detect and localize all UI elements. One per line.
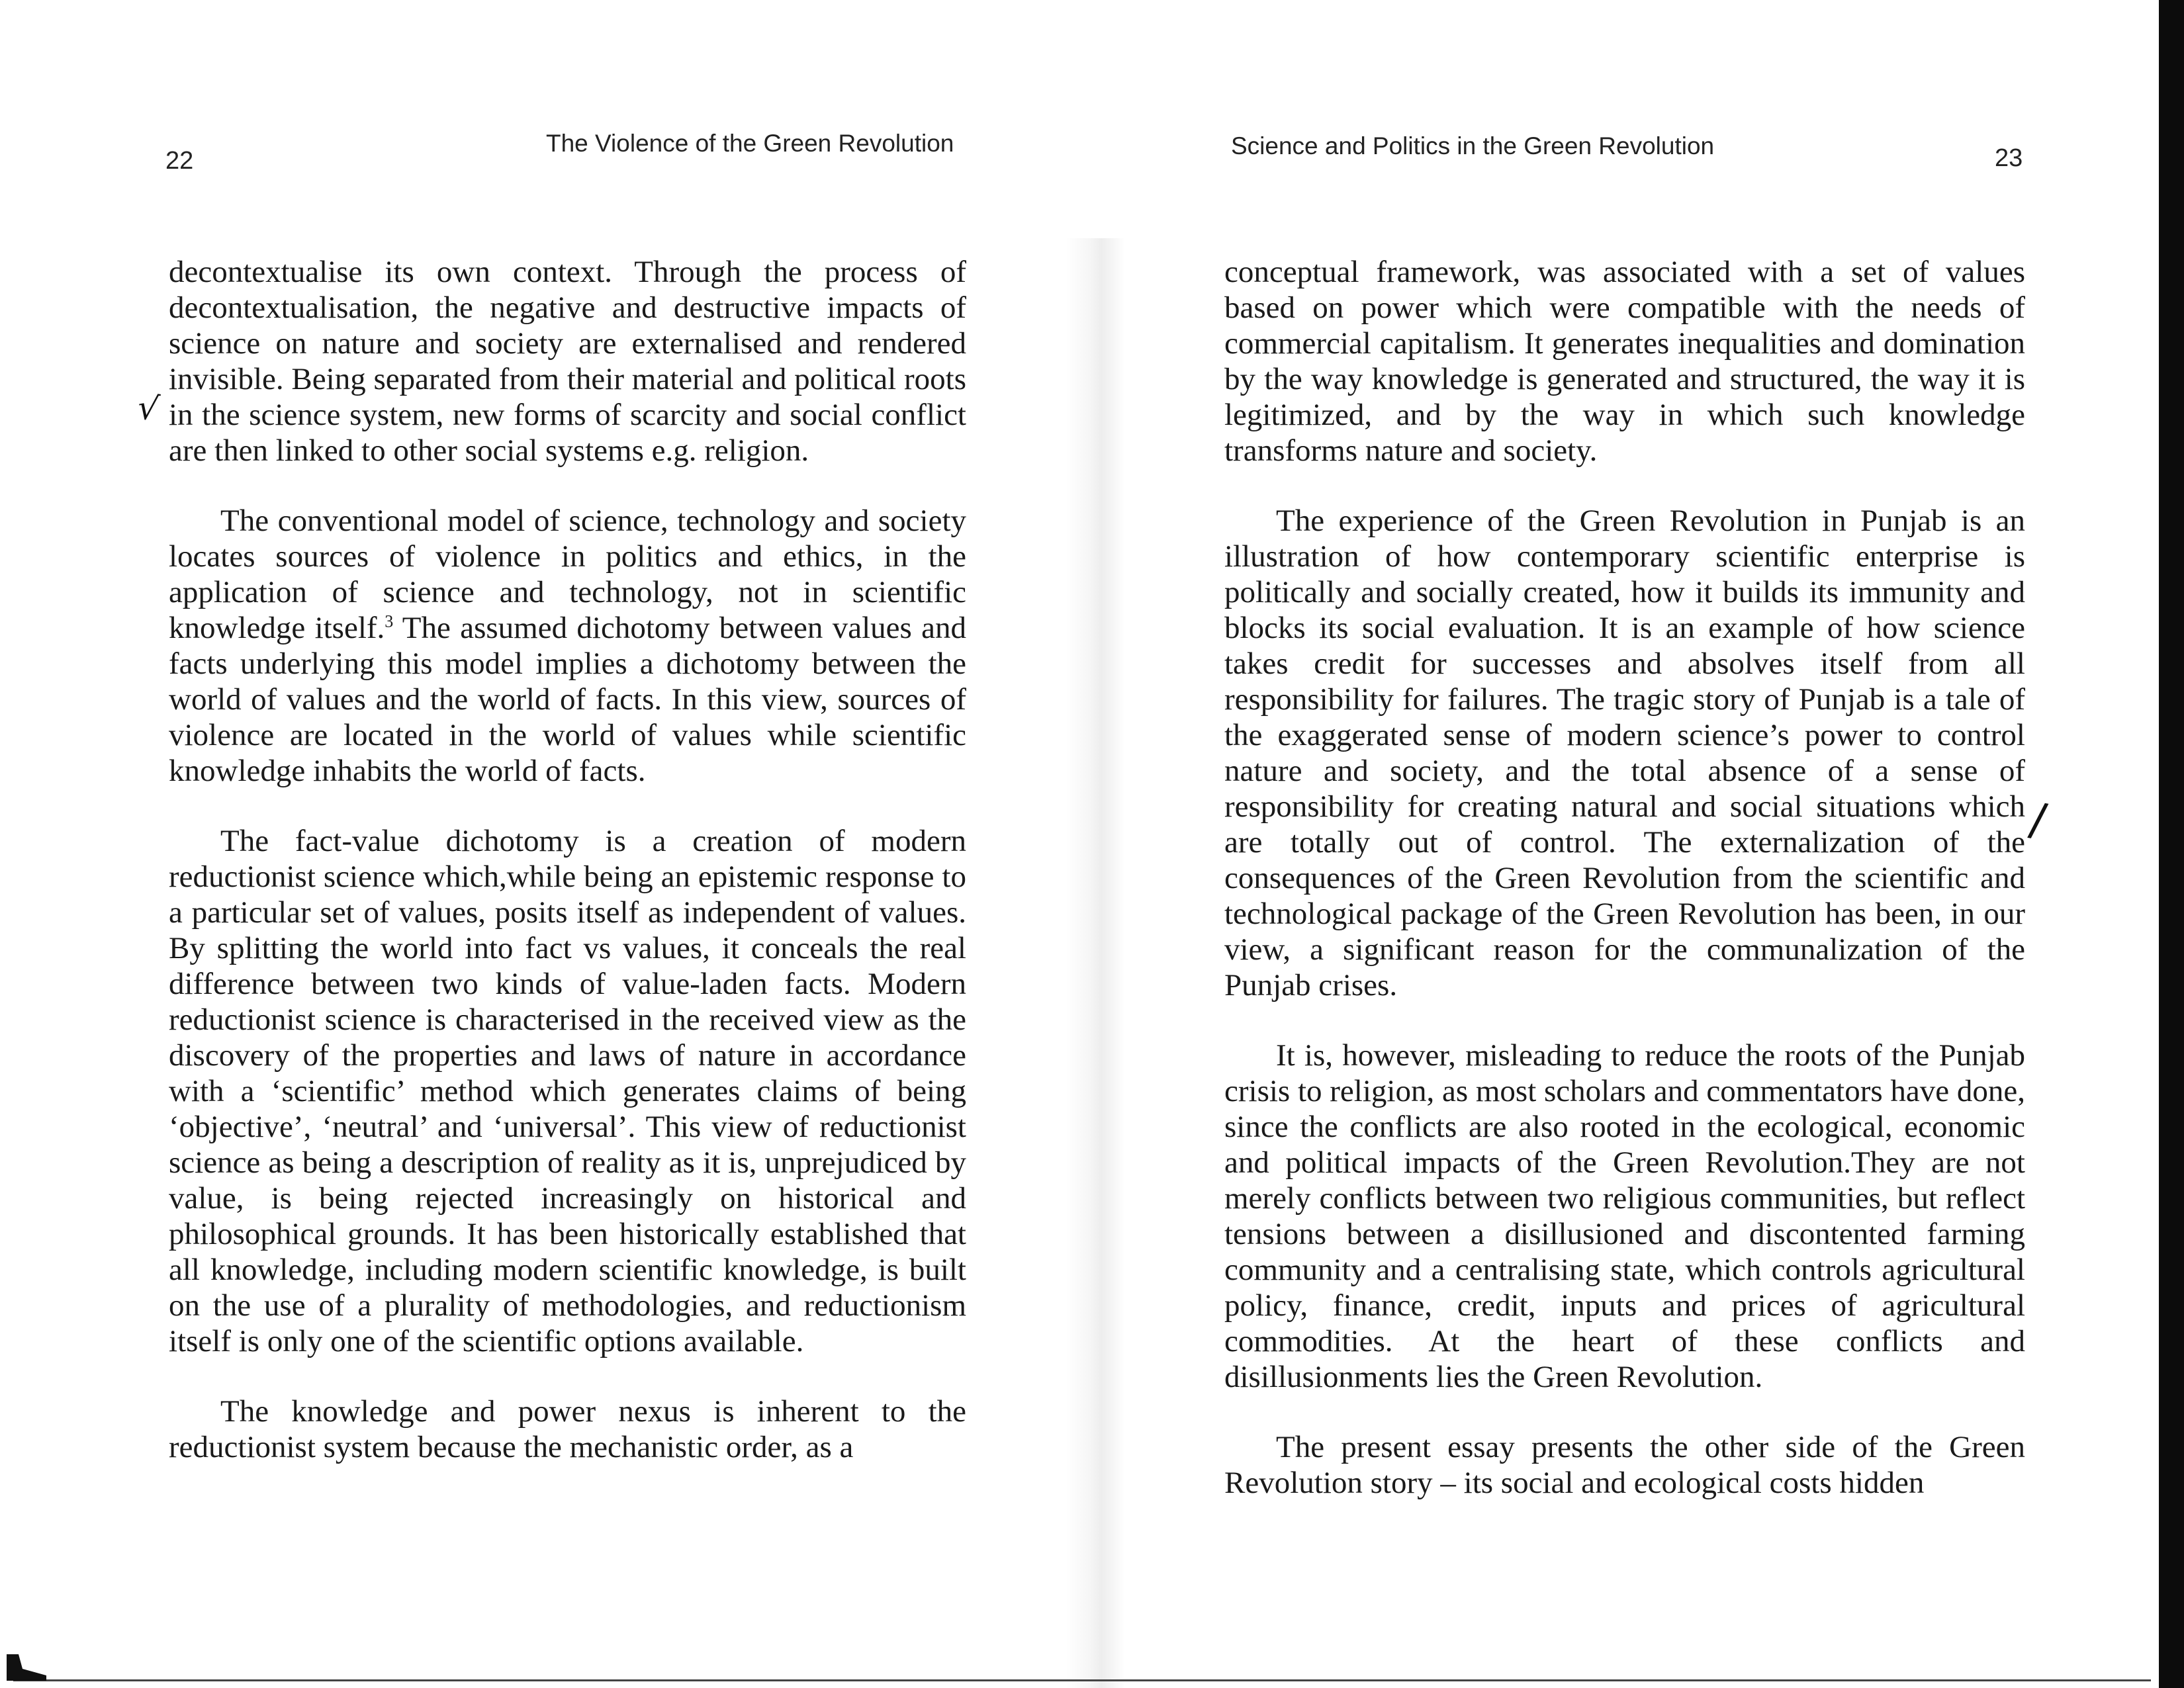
body-text: [169, 254, 966, 1499]
right-page: [1099, 0, 2158, 1688]
footnote-ref: 3: [385, 611, 394, 631]
paragraph: It is, however, misleading to reduce the roots of the Punjab crisis to religion, as most scholars and commentators have done, since the conflicts are also rooted in the ecological, economic and political impacts of the Green Revolution.They are not merely conflicts between two religious communities, but reflect tensions between a disillusioned and discontented farming community and a centralising state, which controls agricultural policy, finance, credit, inputs and prices of agricultural commodities. At the heart of these conflicts and disillusionments lies the Green Revolution.: [1224, 1038, 2025, 1394]
paragraph-text: The conventional model of science, technology and society locates sources of violence in politics and ethics, in the application of science and technology, not in scientific knowledge itself.: [169, 504, 966, 645]
paragraph: The present essay presents the other side of the Green Revolution story – its social and ecological costs hidden: [1224, 1430, 2025, 1500]
paragraph: The knowledge and power nexus is inherent to the reductionist system because the mechanistic order, as a: [169, 1394, 966, 1464]
page-number: 22: [165, 147, 194, 175]
margin-slash-mark: /: [2026, 793, 2050, 848]
paragraph: The fact-value dichotomy is a creation of modern reductionist science which,while being an epistemic response to a particular set of values, posits itself as independent of values. By splitting the world into fact vs values, it conceals the real difference between two kinds of value-laden facts. Modern reductionist science is characterised in the received view as the discovery of the properties and laws of nature in accordance with a ‘scientific’ method which generates claims of being ‘objective’, ‘neutral’ and ‘universal’. This view of reductionist science as being a description of reality as it is, unprejudiced by value, is being rejected increasingly on historical and philosophical grounds. It has been historically established that all knowledge, including modern scientific knowledge, is built on the use of a plurality of methodologies, and reductionism itself is only one of the scientific options available.: [169, 824, 966, 1358]
paragraph-text: The assumed dichotomy between values and facts underlying this model implies a dichotomy between the world of values and the world of facts. In this view, sources of violence are located in the world of values while scientific knowledge inhabits the world of facts.: [169, 611, 966, 788]
margin-tick-mark: √: [135, 388, 161, 429]
running-head: Science and Politics in the Green Revolution: [1231, 132, 1715, 159]
left-page: [0, 0, 1079, 1688]
page-number: 23: [1995, 144, 2023, 172]
paragraph: The experience of the Green Revolution in Punjab is an illustration of how contemporary scientific enterprise is politically and socially created, how it builds its immunity and blocks its social evaluation. It is an example of how science takes credit for successes and absolves itself from all responsibility for failures. The tragic story of Punjab is a tale of the exaggerated sense of modern science’s power to control nature and society, and the total absence of a sense of responsibility for creating natural and social situations which are totally out of control. The externalization of the consequences of the Green Revolution from the scientific and technological package of the Green Revolution has been, in our view, a significant reason for the communalization of the Punjab crises.: [1224, 504, 2025, 1002]
running-head: The Violence of the Green Revolution: [546, 130, 954, 157]
paragraph: [169, 503, 966, 789]
binding-edge: [2159, 0, 2184, 1688]
paragraph: decontextualise its own context. Through the process of decontextualisation, the negative and destructive impacts of science on nature and society are externalised and rendered invisible. Being separated from their material and political roots in the science system, new forms of scarcity and social conflict are then linked to other social systems e.g. religion.: [169, 255, 966, 468]
body-text: [1224, 254, 2025, 1535]
paragraph: conceptual framework, was associated with a set of values based on power which were compatible with the needs of commercial capitalism. It generates inequalities and domination by the way knowledge is generated and structured, the way it is legitimized, and by the way in which such knowledge transforms nature and society.: [1224, 255, 2025, 468]
